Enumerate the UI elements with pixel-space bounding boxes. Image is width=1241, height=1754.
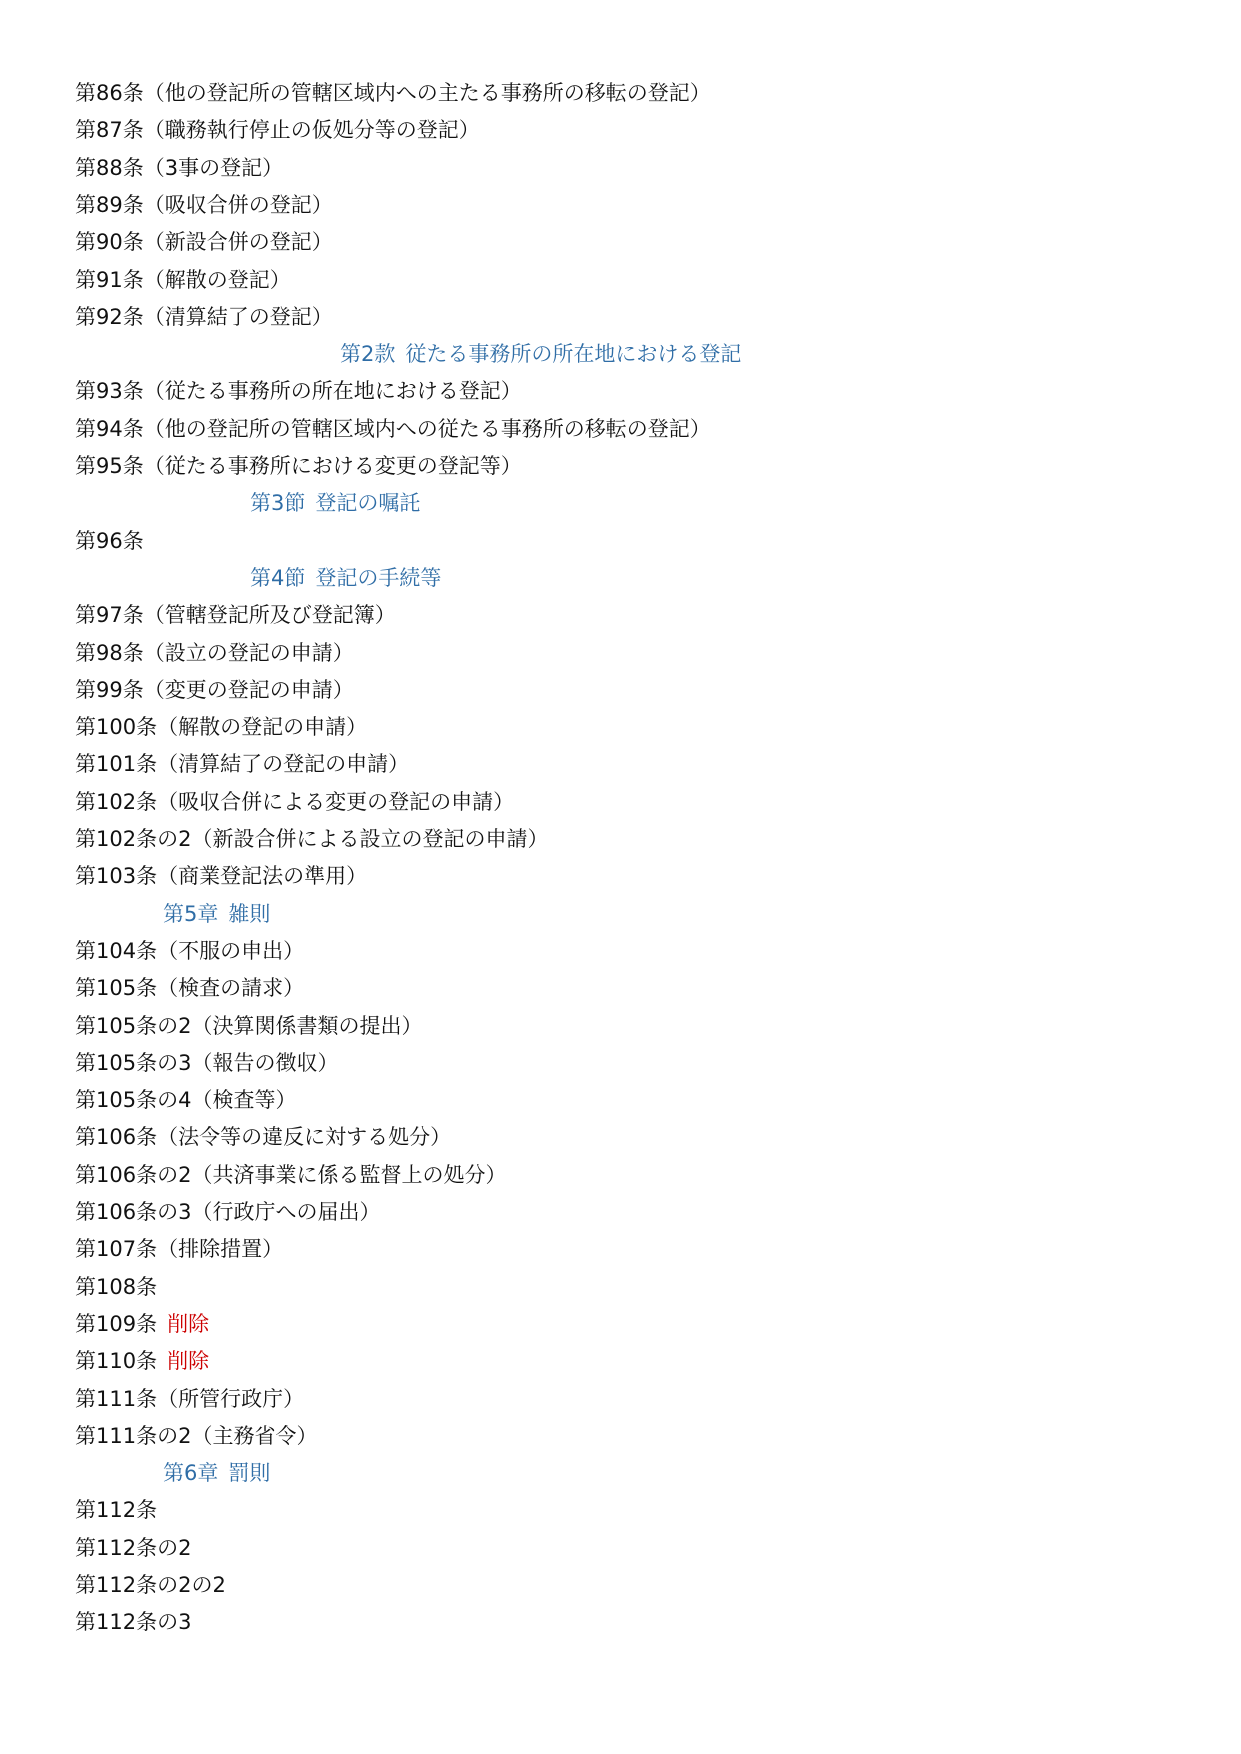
article-entry bbox=[75, 1118, 451, 1156]
article-entry bbox=[75, 1529, 191, 1567]
article-entry bbox=[75, 820, 548, 858]
article-entry bbox=[75, 1417, 317, 1455]
article-title: （吸収合併の登記） bbox=[143, 192, 333, 217]
heading-title: 登記の手続等 bbox=[315, 565, 442, 590]
article-title: （解散の登記） bbox=[143, 267, 291, 292]
heading-label: 第5章 bbox=[163, 901, 219, 926]
article-entry bbox=[75, 1193, 380, 1231]
section-heading bbox=[163, 895, 270, 933]
article-number: 第95条 bbox=[75, 454, 144, 478]
article-number: 第105条 bbox=[75, 976, 158, 1001]
article-title: （解散の登記の申請） bbox=[157, 715, 368, 740]
article-title: （他の登記所の管轄区域内への従たる事務所の移転の登記） bbox=[143, 416, 711, 441]
article-title: （新設合併の登記） bbox=[143, 230, 333, 255]
article-number: 第94条 bbox=[75, 416, 144, 441]
section-heading bbox=[250, 484, 420, 522]
article-number: 第105条の2 bbox=[75, 1013, 192, 1038]
article-number: 第102条の2 bbox=[75, 827, 192, 851]
article-number: 第98条 bbox=[75, 640, 144, 665]
heading-title: 従たる事務所の所在地における登記 bbox=[405, 342, 742, 367]
article-title: （所管行政庁） bbox=[157, 1386, 305, 1411]
article-entry bbox=[75, 1268, 157, 1306]
article-entry bbox=[75, 1044, 338, 1082]
article-entry bbox=[75, 1566, 226, 1604]
deleted-mark: 削除 bbox=[167, 1349, 210, 1374]
article-entry bbox=[75, 149, 283, 187]
article-entry bbox=[75, 1081, 296, 1119]
article-entry bbox=[75, 1603, 191, 1641]
article-entry bbox=[75, 932, 304, 970]
article-entry bbox=[75, 410, 711, 448]
article-title: （清算結了の登記の申請） bbox=[157, 752, 410, 777]
article-number: 第103条 bbox=[75, 864, 158, 889]
article-title: （従たる事務所における変更の登記等） bbox=[143, 454, 522, 478]
article-number: 第106条の3 bbox=[75, 1200, 192, 1224]
article-title: （検査の請求） bbox=[157, 976, 305, 1001]
article-title: （変更の登記の申請） bbox=[143, 677, 354, 702]
section-heading bbox=[340, 335, 741, 373]
article-entry bbox=[75, 1491, 157, 1529]
article-title: （排除措置） bbox=[157, 1237, 284, 1262]
article-title: （行政庁への届出） bbox=[191, 1200, 381, 1224]
article-title: （吸収合併による変更の登記の申請） bbox=[157, 789, 515, 814]
article-title: （清算結了の登記） bbox=[143, 304, 333, 329]
article-entry bbox=[75, 74, 711, 112]
article-title: （法令等の違反に対する処分） bbox=[157, 1125, 452, 1150]
article-title: （決算関係書類の提出） bbox=[191, 1013, 423, 1038]
deleted-mark: 削除 bbox=[167, 1311, 210, 1336]
article-number: 第96条 bbox=[75, 528, 144, 553]
article-title: （商業登記法の準用） bbox=[157, 864, 368, 889]
article-entry bbox=[75, 745, 409, 783]
article-title: （検査等） bbox=[191, 1088, 297, 1113]
article-title: （新設合併による設立の登記の申請） bbox=[191, 827, 549, 851]
article-entry bbox=[75, 447, 522, 485]
article-number: 第106条の2 bbox=[75, 1162, 192, 1187]
article-number: 第89条 bbox=[75, 192, 144, 217]
heading-label: 第6章 bbox=[163, 1461, 219, 1486]
article-number: 第99条 bbox=[75, 677, 144, 702]
article-number: 第112条の2 bbox=[75, 1535, 192, 1560]
article-number: 第105条の3 bbox=[75, 1050, 192, 1075]
article-entry bbox=[75, 857, 367, 895]
article-number: 第100条 bbox=[75, 715, 158, 740]
heading-title: 雑則 bbox=[228, 901, 271, 926]
article-number: 第109条 bbox=[75, 1311, 158, 1336]
article-number: 第97条 bbox=[75, 603, 144, 628]
article-number: 第108条 bbox=[75, 1274, 158, 1299]
section-heading bbox=[163, 1454, 270, 1492]
heading-label: 第4節 bbox=[250, 565, 306, 590]
article-entry bbox=[75, 186, 333, 224]
article-title: （従たる事務所の所在地における登記） bbox=[143, 379, 522, 404]
article-entry bbox=[75, 1305, 209, 1343]
article-entry bbox=[75, 223, 333, 261]
article-number: 第111条の2 bbox=[75, 1423, 192, 1448]
article-title: （職務執行停止の仮処分等の登記） bbox=[143, 118, 480, 143]
article-title: （主務省令） bbox=[191, 1423, 318, 1448]
article-number: 第87条 bbox=[75, 118, 144, 143]
article-title: （報告の徴収） bbox=[191, 1050, 339, 1075]
article-number: 第112条 bbox=[75, 1498, 158, 1523]
section-heading bbox=[250, 559, 441, 597]
article-entry bbox=[75, 634, 354, 672]
article-entry bbox=[75, 1380, 304, 1418]
article-number: 第101条 bbox=[75, 752, 158, 777]
article-entry bbox=[75, 783, 514, 821]
article-entry bbox=[75, 372, 522, 410]
article-number: 第110条 bbox=[75, 1349, 158, 1374]
heading-title: 罰則 bbox=[228, 1461, 271, 1486]
article-title: （共済事業に係る監督上の処分） bbox=[191, 1162, 507, 1187]
article-entry bbox=[75, 298, 333, 336]
article-number: 第111条 bbox=[75, 1386, 158, 1411]
article-title: （不服の申出） bbox=[157, 938, 305, 963]
article-entry bbox=[75, 969, 304, 1007]
article-number: 第86条 bbox=[75, 81, 144, 105]
article-number: 第106条 bbox=[75, 1125, 158, 1150]
article-entry bbox=[75, 1230, 283, 1268]
article-entry bbox=[75, 1007, 422, 1045]
article-entry bbox=[75, 708, 367, 746]
heading-title: 登記の嘱託 bbox=[315, 491, 421, 516]
heading-label: 第3節 bbox=[250, 491, 306, 516]
article-number: 第92条 bbox=[75, 304, 144, 329]
article-entry bbox=[75, 1156, 506, 1194]
article-entry bbox=[75, 596, 396, 634]
article-entry bbox=[75, 111, 480, 149]
article-title: （3事の登記） bbox=[143, 155, 284, 180]
article-number: 第93条 bbox=[75, 379, 144, 404]
article-number: 第112条の2の2 bbox=[75, 1573, 226, 1597]
article-number: 第105条の4 bbox=[75, 1088, 192, 1113]
article-title: （設立の登記の申請） bbox=[143, 640, 354, 665]
article-number: 第112条の3 bbox=[75, 1610, 192, 1635]
article-entry bbox=[75, 1342, 209, 1380]
article-number: 第107条 bbox=[75, 1237, 158, 1262]
article-number: 第88条 bbox=[75, 155, 144, 180]
article-title: （管轄登記所及び登記簿） bbox=[143, 603, 396, 628]
article-entry bbox=[75, 522, 144, 560]
article-number: 第104条 bbox=[75, 938, 158, 963]
article-number: 第91条 bbox=[75, 267, 144, 292]
article-entry bbox=[75, 671, 354, 709]
article-number: 第90条 bbox=[75, 230, 144, 255]
article-entry bbox=[75, 261, 291, 299]
article-title: （他の登記所の管轄区域内への主たる事務所の移転の登記） bbox=[143, 81, 711, 105]
article-number: 第102条 bbox=[75, 789, 158, 814]
heading-label: 第2款 bbox=[340, 342, 396, 367]
